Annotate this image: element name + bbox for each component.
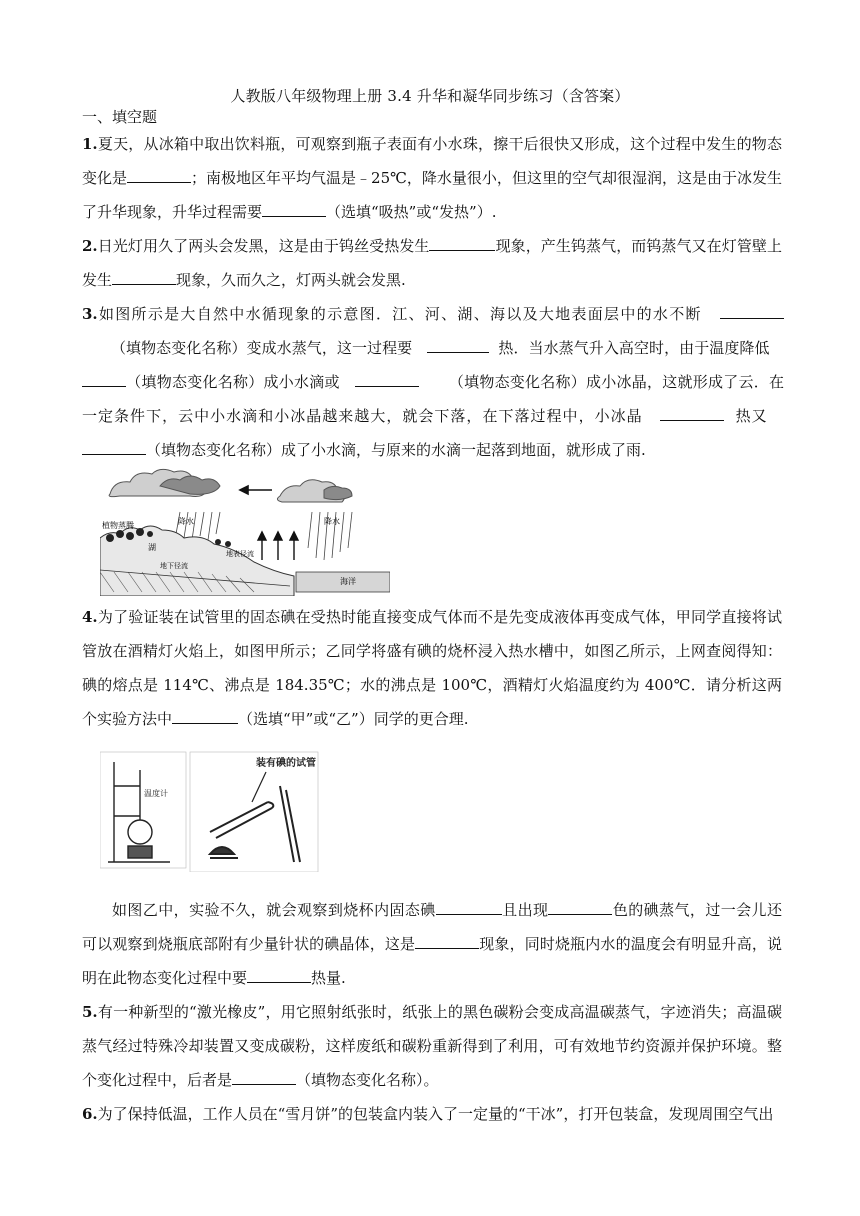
question-number: 1. [82, 135, 98, 153]
answer-blank[interactable] [82, 370, 126, 387]
thermometer-label: 温度计 [144, 789, 168, 798]
answer-blank[interactable] [112, 268, 176, 285]
question-text: （选填“吸热”或“发热”）. [326, 203, 497, 221]
question-number: 2. [82, 237, 98, 255]
tube-label: 装有碘的试管 [256, 758, 316, 769]
precip-label-right: 降水 [324, 517, 340, 526]
ocean-label: 海洋 [340, 577, 356, 586]
lake-label: 湖 [148, 543, 156, 552]
section-heading: 一、填空题 [82, 108, 158, 126]
question-number: 5. [82, 1003, 98, 1021]
iodine-experiment-figure [100, 746, 322, 872]
question-text: 如图所示是大自然中水循现象的示意图．江、河、湖、海以及大地表面层中的水不断 [97, 305, 702, 323]
question-text: 如图乙中，实验不久，就会观察到烧杯内固态碘 [112, 901, 436, 919]
surface-runoff-label: 地表径流 [226, 550, 254, 558]
question-text: 热又 [735, 407, 768, 425]
answer-blank[interactable] [232, 1068, 296, 1085]
answer-blank[interactable] [548, 898, 612, 915]
groundwater-label: 地下径流 [160, 562, 188, 570]
question-text: 现象，同时烧瓶内水的温度会有明显升高，说明在此物态变化过程中要 [82, 935, 782, 987]
question-text: （填物态变化名称）。 [296, 1071, 439, 1089]
question-6 [82, 1097, 782, 1131]
answer-blank[interactable] [82, 438, 146, 455]
question-text: 色的碘蒸气，过一会儿还可以观察到烧瓶底部附有少量针状的碘晶体，这是 [82, 901, 782, 953]
question-4 [82, 600, 782, 736]
answer-blank[interactable] [429, 234, 495, 251]
question-text: 热．当水蒸气升入高空时，由于温度降低 [498, 339, 770, 357]
question-text: 日光灯用久了两头会发黑，这是由于钨丝受热发生 [97, 237, 430, 255]
answer-blank[interactable] [415, 932, 479, 949]
question-text: 夏天，从冰箱中取出饮料瓶，可观察到瓶子表面有小水珠，擦干后很快又形成，这个过程中发生的物态变化是 [82, 135, 782, 187]
question-1 [82, 127, 782, 229]
question-text: 有一种新型的“激光橡皮”，用它照射纸张时，纸张上的黑色碳粉会变成高温碳蒸气，字迹消失；高温碳蒸气经过特殊冷却装置又变成碳粉，这样废纸和碳粉重新得到了利用，可有效地节约资源并保护环境。整个变化过程中，后者是 [82, 1003, 782, 1089]
question-text: 现象，久而久之，灯两头就会发黑. [176, 271, 406, 289]
question-number: 4. [82, 608, 98, 626]
precip-label-left: 降水 [178, 517, 194, 526]
question-number: 6. [82, 1105, 98, 1123]
answer-blank[interactable] [436, 898, 502, 915]
question-5 [82, 995, 782, 1097]
question-text: ；南极地区年平均气温是﹣25℃，降水量很小，但这里的空气却很湿润，这是由于冰发生了升华现象，升华过程需要 [82, 169, 782, 221]
question-text: 为了验证装在试管里的固态碘在受热时能直接变成气体而不是先变成液体再变成气体，甲同学直接将试管放在酒精灯火焰上，如图甲所示；乙同学将盛有碘的烧杯浸入热水槽中，如图乙所示，上网查阅得知：碘的熔点是 114℃、沸点是 184.35℃；水的沸点是 100℃，酒精灯火焰温度约为 400℃．请分析这两个实验方法中 [82, 608, 782, 728]
question-text: 且出现 [501, 901, 549, 919]
document-title: 人教版八年级物理上册 3.4 升华和凝华同步练习（含答案） [230, 87, 630, 105]
question-number: 3. [82, 305, 98, 323]
question-text: （填物态变化名称）成小水滴或 [126, 373, 340, 391]
question-text: 现象，产生钨蒸气，而钨蒸气又在灯管壁上发生 [82, 237, 782, 289]
question-text: （选填“甲”或“乙”）同学的更合理. [238, 710, 469, 728]
answer-blank[interactable] [172, 707, 238, 724]
question-2 [82, 229, 782, 297]
question-text: （填物态变化名称）变成水蒸气，这一过程要 [110, 339, 413, 357]
answer-blank[interactable] [427, 336, 489, 353]
question-text: 为了保持低温，工作人员在“雪月饼”的包装盒内装入了一定量的“干冰”，打开包装盒，发现周围空气出 [97, 1105, 774, 1123]
answer-blank[interactable] [720, 302, 784, 319]
answer-blank[interactable] [127, 166, 191, 183]
question-text: （填物态变化名称）成小冰晶，这就形成了云．在一定条件下，云中小水滴和小冰晶越来越大，就会下落，在下落过程中，小冰晶 [82, 373, 784, 425]
question-text: 热量. [311, 969, 346, 987]
water-cycle-figure [100, 468, 390, 596]
answer-blank[interactable] [262, 200, 326, 217]
question-4-part-2 [82, 893, 782, 995]
answer-blank[interactable] [660, 404, 724, 421]
transpiration-label: 植物蒸腾 [102, 521, 134, 530]
answer-blank[interactable] [247, 966, 311, 983]
answer-blank[interactable] [355, 370, 419, 387]
question-3 [82, 297, 784, 467]
question-text: （填物态变化名称）成了小水滴，与原来的水滴一起落到地面，就形成了雨. [146, 441, 646, 459]
